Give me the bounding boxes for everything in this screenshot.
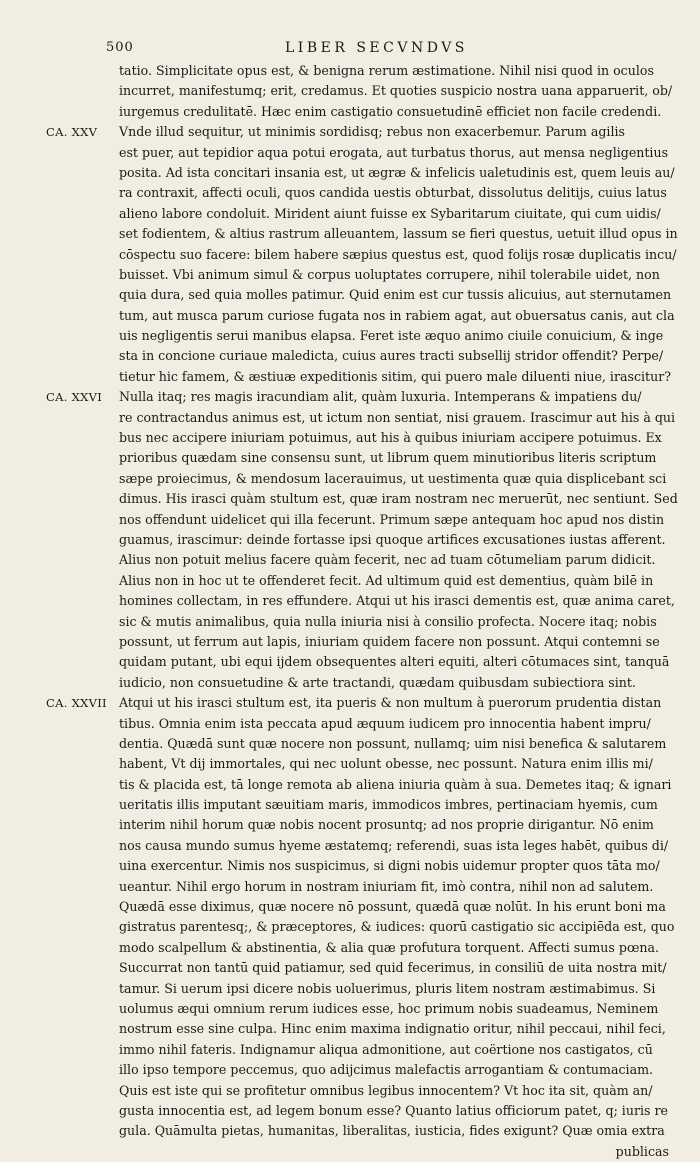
text-line — [119, 897, 679, 917]
line-text: Vnde illud sequitur, ut minimis sordidisq; rebus non exacerbemur. Parum agilis — [119, 124, 625, 140]
text-line — [119, 999, 679, 1019]
line-text: tatio. Simplicitate opus est, & benigna rerum æstimatione. Nihil nisi quod in oculos — [119, 63, 654, 78]
text-line — [119, 81, 679, 101]
line-text: nos offendunt uidelicet qui illa fecerunt. Primum sæpe antequam hoc apud nos distin — [119, 511, 665, 527]
line-text: Alius non in hoc ut te offenderet fecit. Ad ultimum quid est dementius, quàm bilē in — [119, 572, 654, 588]
line-text: alieno labore condoluit. Mirident aiunt fuisse ex Sybaritarum ciuitate, qui cum uidis/ — [119, 205, 661, 221]
text-line — [119, 306, 679, 326]
line-text: uina exercentur. Nimis nos suspicimus, si digni nobis uidemur propter quos tāta mo/ — [119, 858, 660, 874]
line-text: re contractandus animus est, ut ictum non sentiat, nisi grauem. Irascimur aut his à qui — [119, 409, 676, 425]
text-line — [119, 1081, 679, 1101]
text-line — [119, 224, 679, 244]
line-text: Alius non potuit melius facere quàm fecerit, nec ad tuam cōtumeliam parum didicit. — [119, 552, 656, 568]
text-line — [119, 652, 679, 672]
text-line — [119, 734, 679, 754]
text-line — [119, 530, 679, 550]
line-text: iudicio, non consuetudine & arte tractandi, quædam quibusdam subiectiora sint. — [119, 674, 636, 690]
line-text: set fodientem, & altius rastrum alleuantem, lassum se fieri questus, uetuit illud opus in — [119, 226, 678, 242]
text-line — [119, 102, 679, 122]
line-text: tum, aut musca parum curiose fugata nos in rabiem agat, aut obuersatus canis, aut cla — [119, 307, 675, 323]
text-line — [119, 285, 679, 305]
line-text: quidam putant, ubi equi ijdem obsequentes alteri equiti, alteri cōtumaces sint, tanquā — [119, 654, 670, 670]
text-line — [46, 693, 679, 713]
text-line — [119, 938, 679, 958]
text-line — [46, 387, 679, 407]
text-line — [119, 163, 679, 183]
text-line — [119, 979, 679, 999]
line-text: tibus. Omnia enim ista peccata apud æquum iudicem pro innocentia habent impru/ — [119, 715, 651, 731]
text-line — [119, 673, 679, 693]
line-text: guamus, irascimur: deinde fortasse ipsi quoque artifices excusationes iustas afferent. — [119, 531, 666, 547]
line-text: dentia. Quædā sunt quæ nocere non possunt, nullamq; uim nisi benefica & salutarem — [119, 735, 667, 751]
text-line — [119, 550, 679, 570]
line-text: sta in concione curiaue maledicta, cuius aures tracti subsellij stridor offendit? Perpe/ — [119, 348, 664, 364]
text-line — [119, 428, 679, 448]
text-line — [119, 815, 679, 835]
line-text: nos causa mundo sumus hyeme æstatemq; referendi, suas ista leges habēt, quibus di/ — [119, 837, 669, 853]
line-text: illo ipso tempore peccemus, quo adijcimus malefactis arrogantiam & contumaciam. — [119, 1062, 654, 1078]
line-text: homines collectam, in res effundere. Atqui ut his irasci dementis est, quæ anima caret, — [119, 593, 675, 609]
line-text: sic & mutis animalibus, quia nulla iniuria nisi à consilio profecta. Nocere itaq; nobis — [119, 613, 657, 629]
line-text: tietur hic famem, & æstiuæ expeditionis sitim, qui puero male diluenti niue, irascitur? — [119, 368, 671, 384]
text-line — [119, 591, 679, 611]
text-line — [119, 958, 679, 978]
line-text: uis negligentis serui manibus elapsa. Feret iste æquo animo ciuile conuicium, & inge — [119, 328, 664, 344]
text-line — [119, 469, 679, 489]
text-line — [119, 326, 679, 346]
line-text: gusta innocentia est, ad legem bonum esse? Quanto latius officiorum patet, q; iuris re — [119, 1102, 668, 1118]
text-line — [119, 775, 679, 795]
page-header — [0, 40, 700, 60]
line-text: buisset. Vbi animum simul & corpus uoluptates corrupere, nihil tolerabile uidet, non — [119, 266, 660, 282]
line-text: ueantur. Nihil ergo horum in nostram iniuriam fit, imò contra, nihil non ad salutem. — [119, 878, 654, 894]
running-head: LIBER SECVNDVS — [285, 40, 468, 56]
line-text: Quædā esse diximus, quæ nocere nō possunt, quædā quæ nolūt. In his erunt boni ma — [119, 899, 666, 915]
line-text: Succurrat non tantū quid patiamur, sed quid fecerimus, in consiliū de uita nostra mit/ — [119, 960, 667, 976]
text-line — [119, 612, 679, 632]
line-text: possunt, ut ferrum aut lapis, iniuriam quidem facere non possunt. Atqui contemni se — [119, 633, 660, 649]
text-line — [119, 183, 679, 203]
text-line — [119, 714, 679, 734]
text-block — [46, 61, 679, 1162]
line-text: gula. Quāmulta pietas, humanitas, liberalitas, iusticia, fides exigunt? Quæ omia extra — [119, 1123, 665, 1139]
text-line — [119, 1040, 679, 1060]
text-line — [119, 795, 679, 815]
text-line — [119, 632, 679, 652]
text-line — [119, 836, 679, 856]
text-line — [119, 917, 679, 937]
line-text: modo scalpellum & abstinentia, & alia quæ profutura torquent. Affecti sumus pœna. — [119, 939, 660, 955]
text-line — [119, 877, 679, 897]
text-line — [119, 571, 679, 591]
chapter-marginal-label: CA. XXVI — [46, 390, 103, 405]
line-text: quia dura, sed quia molles patimur. Quid enim est cur tussis alicuius, aut sternutamen — [119, 287, 672, 303]
line-text: immo nihil fateris. Indignamur aliqua admonitione, aut coërtione nos castigatos, cū — [119, 1041, 653, 1057]
text-line — [119, 61, 679, 81]
line-text: Quis est iste qui se profitetur omnibus legibus innocentem? Vt hoc ita sit, quàm an/ — [119, 1082, 653, 1098]
line-text: dimus. His irasci quàm stultum est, quæ iram nostram nec meruerūt, nec sentiunt. Sed — [119, 491, 678, 507]
text-line — [46, 122, 679, 142]
text-line — [119, 408, 679, 428]
line-text: habent, Vt dij immortales, qui nec uolunt obesse, nec possunt. Natura enim illis mi/ — [119, 756, 653, 772]
text-line — [119, 245, 679, 265]
line-text: nostrum esse sine culpa. Hinc enim maxima indignatio oritur, nihil peccaui, nihil feci, — [119, 1021, 666, 1037]
line-text: tis & placida est, tā longe remota ab aliena iniuria quàm à sua. Demetes itaq; & ignari — [119, 776, 672, 792]
folio-number: 500 — [106, 40, 134, 55]
catchword: publicas — [615, 1143, 669, 1159]
text-line — [119, 1101, 679, 1121]
text-line — [119, 143, 679, 163]
chapter-marginal-label: CA. XXVII — [46, 696, 107, 711]
line-text: Atqui ut his irasci stultum est, ita pueris & non multum à puerorum prudentia distan — [119, 695, 662, 711]
line-text: bus nec accipere iniuriam potuimus, aut his à quibus iniuriam accipere potuimus. Ex — [119, 430, 662, 446]
line-text: tamur. Si uerum ipsi dicere nobis uoluerimus, pluris litem nostram æstimabimus. Si — [119, 980, 656, 996]
text-line — [119, 1121, 679, 1141]
text-line — [119, 754, 679, 774]
line-text: cōspectu suo facere: bilem habere sæpius questus est, quod folijs rosæ duplicatis incu/ — [119, 246, 677, 262]
chapter-marginal-label: CA. XXV — [46, 125, 98, 140]
text-line — [119, 346, 679, 366]
line-text: gistratus parentesq;, & præceptores, & iudices: quorū castigatio sic accipiēda est, quo — [119, 919, 675, 935]
line-text: Nulla itaq; res magis iracundiam alit, quàm luxuria. Intemperans & impatiens du/ — [119, 389, 642, 405]
line-text: sæpe proiecimus, & mendosum lacerauimus, ut uestimenta quæ quia displicebant sci — [119, 470, 667, 486]
line-text: uolumus æqui omnium rerum iudices esse, hoc primum nobis suadeamus, Neminem — [119, 1000, 659, 1016]
text-line — [119, 367, 679, 387]
line-text: incurret, manifestumq; erit, credamus. Et quoties suspicio nostra uana apparuerit, ob/ — [119, 83, 673, 99]
text-line — [119, 204, 679, 224]
line-text: ueritatis illis imputant sæuitiam maris, immodicos imbres, pertinaciam hyemis, cum — [119, 797, 658, 813]
text-line — [119, 1060, 679, 1080]
text-line — [119, 1019, 679, 1039]
text-line — [119, 448, 679, 468]
line-text: posita. Ad ista concitari insania est, ut ægræ & infelicis ualetudinis est, quem leuis au/ — [119, 164, 675, 180]
line-text: prioribus quædam sine consensu sunt, ut librum quem minutioribus literis scriptum — [119, 450, 657, 466]
text-line — [119, 489, 679, 509]
text-line — [119, 510, 679, 530]
text-line — [119, 856, 679, 876]
line-text: interim nihil horum quæ nobis nocent prosuntq; ad nos proprie dirigantur. Nō enim — [119, 817, 654, 833]
text-line — [119, 265, 679, 285]
line-text: ra contraxit, affecti oculi, quos candida uestis obturbat, dissolutus delitijs, cuius latus — [119, 185, 667, 201]
line-text: iurgemus credulitatē. Hæc enim castigatio consuetudinē efficiet non facile credendi. — [119, 103, 662, 119]
line-text: est puer, aut tepidior aqua potui erogata, aut turbatus thorus, aut mensa negligentius — [119, 144, 669, 160]
